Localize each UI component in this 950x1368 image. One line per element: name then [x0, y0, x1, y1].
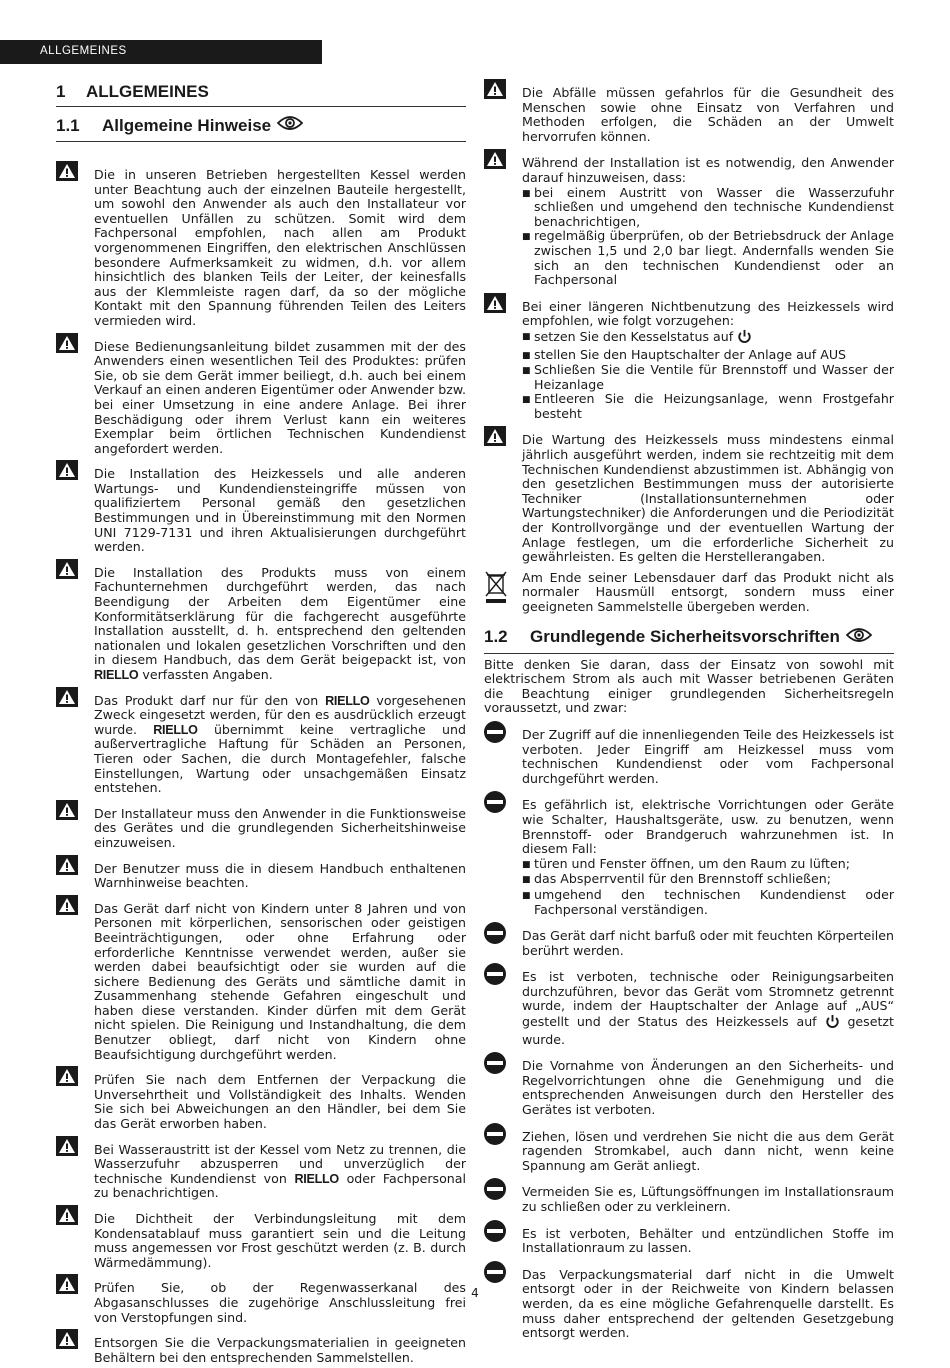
prohibition-text: Das Gerät darf nicht barfuß oder mit feuchten Körperteilen berührt werden. — [522, 928, 894, 958]
warning-item — [484, 425, 894, 564]
bullet-text: umgehend den technischen Kundendienst oder Fachpersonal verständigen. — [534, 886, 894, 917]
prohibition-icon — [484, 790, 522, 817]
warning-triangle-icon — [56, 459, 94, 484]
warning-triangle-icon — [484, 425, 522, 450]
prohibition-text-part: Es ist verboten, technische oder Reinigungsarbeiten durchzuführen, bevor das Gerät vom Stromnetz getrennt wurde, indem der Hauptschalter der Anlage auf „AUS“ gestellt und der Status des Heizkessels auf — [522, 969, 894, 1030]
warning-triangle-icon — [56, 1328, 94, 1353]
warning-text — [94, 566, 466, 683]
warning-text: Die Abfälle müssen gefahrlos für die Gesundheit des Menschen sowie ohne Einsatz von Verfahren und Methoden erfolgen, die Schäden an der Umwelt hervorrufen können. — [522, 85, 894, 144]
bullet-item — [522, 872, 894, 888]
warning-item — [56, 332, 466, 457]
prohibition-item — [484, 1219, 894, 1256]
bullet-square-icon: ■ — [522, 875, 531, 886]
disposal-item — [484, 569, 894, 615]
prohibition-item — [484, 962, 894, 1047]
bullet-square-icon: ■ — [522, 366, 531, 377]
bullet-text: türen und Fenster öffnen, um den Raum zu lüften; — [534, 855, 850, 871]
warning-text-part: Die Installation des Produkts muss von einem Fachunternehmen durchgeführt werden, das nach Beendigung der Arbeiten dem Eigentümer eine Konformitätserklärung für die fachgerecht ausgeführte Installation ausstellt, d. h. entsprechend den geltenden nationalen und lokalen gesetzlichen Vorschriften und den in diesem Handbuch, das dem Gerät beigepackt ist, von — [94, 564, 466, 668]
bullet-text: stellen Sie den Hauptschalter der Anlage auf AUS — [534, 346, 847, 362]
section-1-2-number: 1.2 — [484, 627, 508, 647]
warning-text — [94, 1143, 466, 1201]
bullet-square-icon: ■ — [522, 350, 531, 361]
prohibition-item — [484, 1260, 894, 1341]
warning-text — [522, 300, 894, 422]
warning-text-part: verfassten Angaben. — [142, 667, 273, 682]
warning-item — [56, 160, 466, 329]
prohibition-text-part: Es gefährlich ist, elektrische Vorrichtungen oder Geräte wie Schalter, Haushaltsgeräte, usw. zu benutzen, wenn Brennstoff- oder Brandgeruch wahrzunehmen ist. In diesem Fall: — [522, 797, 894, 857]
warning-item — [484, 148, 894, 287]
warning-triangle-icon — [56, 558, 94, 583]
warning-triangle-icon — [484, 292, 522, 317]
bullet-text: Entleeren Sie die Heizungsanlage, wenn Frostgefahr besteht — [534, 391, 894, 421]
power-icon — [825, 1014, 840, 1033]
section-1-1-heading — [56, 107, 466, 142]
prohibition-icon — [484, 1219, 522, 1246]
warning-text: Entsorgen Sie die Verpackungsmaterialien in geeigneten Behältern bei den entsprechenden Sammelstellen. — [94, 1335, 466, 1365]
prohibition-icon — [484, 921, 522, 948]
warning-text-part: vorgesehenen Zweck eingesetzt werden, für den es ausdrücklich erzeugt wurde. — [94, 692, 466, 737]
section-1-2-heading — [484, 619, 894, 654]
eye-icon — [846, 627, 872, 648]
left-column — [56, 78, 466, 1368]
prohibition-icon — [484, 1051, 522, 1078]
prohibition-text: Vermeiden Sie es, Lüftungsöffnungen im Installationsraum zu schließen oder zu verkleinern. — [522, 1184, 894, 1214]
warning-text: Die in unseren Betrieben hergestellten Kessel werden unter Beachtung auch der einzelnen Bauteile hergestellt, um sowohl den Anwender als auch den Installateur vor eventuellen Unfällen zu schützen. Somit wird dem Fachpersonal empfohlen, nach allen am Produkt vorgenommenen Eingriffen, den elektrischen Anschlüssen besondere Aufmerksamkeit zu widmen, d.h. vor allem hinsichtlich des blanken Teils der Leiter, der keinesfalls aus der Klemmleiste ragen darf, da so der mögliche Kontakt mit den Spannung führenden Teilen des Leiters vermieden wird. — [94, 167, 466, 328]
bullet-text — [534, 329, 894, 348]
prohibition-item — [484, 1051, 894, 1117]
bullet-square-icon: ■ — [522, 331, 531, 342]
bullet-square-icon: ■ — [522, 890, 531, 901]
prohibition-text: Die Vornahme von Änderungen an den Sicherheits- und Regelvorrichtungen ohne die Genehmigung und die entsprechenden Anweisungen durch den Hersteller des Gerätes ist verboten. — [522, 1058, 894, 1118]
warning-text: Das Gerät darf nicht von Kindern unter 8 Jahren und von Personen mit körperlichen, sensorischen oder geistigen Beeinträchtigungen, oder ohne Erfahrung oder erforderliche Kenntnisse verwendet werden, außer sie werden dabei beaufsichtigt oder sie wurden auf die sichere Bedienung des Geräts und sämtliche damit in Zusammenhang stehende Gefahren eingeschult und haben diese verstanden. Kinder dürfen mit dem Gerät nicht spielen. Die Reinigung und Instandhaltung, die dem Benutzer obliegt, darf nicht von Kindern ohne Beaufsichtigung durchgeführt werden. — [94, 900, 466, 1062]
prohibition-icon — [484, 962, 522, 989]
bullet-item — [522, 186, 894, 230]
warning-text: Prüfen Sie nach dem Entfernen der Verpackung die Unversehrtheit und Vollständigkeit des Inhalts. Wenden Sie sich bei Abweichungen an den Händler, bei dem Sie das Gerät erworben haben. — [94, 1072, 466, 1132]
warning-triangle-icon — [56, 854, 94, 879]
warning-triangle-icon — [56, 894, 94, 919]
bullet-item — [522, 329, 894, 348]
bullet-text: bei einem Austritt von Wasser die Wasserzufuhr schließen und umgehend den technische Kundendienst benachrichtigen, — [534, 184, 894, 229]
riello-brand: RIELLO — [294, 1171, 339, 1186]
warning-item — [56, 894, 466, 1063]
prohibition-text: Der Zugriff auf die innenliegenden Teile des Heizkessels ist verboten. Jeder Eingriff am Heizkessel muss vom technischen Kundendienst oder vom Fachpersonal durchgeführt werden. — [522, 726, 894, 786]
warning-triangle-icon — [484, 148, 522, 173]
bullet-item — [522, 888, 894, 917]
warning-text: Diese Bedienungsanleitung bildet zusammen mit der des Anwenders einen wesentlichen Teil des Produktes: prüfen Sie, ob sie dem Gerät immer beiliegt, d.h. auch bei einem Verkauf an einen anderen Eigentümer oder Anwender bzw. bei einer Umsetzung in eine andere Anlage. Bei ihrer Beschädigung oder ihrem Verlust kann ein weiteres Exemplar beim örtlichen Technischen Kundendienst angefordert werden. — [94, 338, 466, 456]
prohibition-text: Ziehen, lösen und verdrehen Sie nicht die aus dem Gerät ragenden Stromkabel, auch dann nicht, wenn keine Spannung am Gerät anliegt. — [522, 1128, 894, 1173]
bullet-text: Schließen Sie die Ventile für Brennstoff und Wasser der Heizanlage — [534, 362, 894, 392]
bullet-item — [522, 392, 894, 421]
warning-triangle-icon — [56, 1204, 94, 1229]
right-column — [484, 78, 894, 1345]
section-1-1-title: Allgemeine Hinweise — [102, 115, 272, 135]
prohibition-text: Es ist verboten, Behälter und entzündlichen Stoffe im Installationraum zu lassen. — [522, 1225, 894, 1256]
section-1-2-title: Grundlegende Sicherheitsvorschriften — [530, 627, 840, 647]
prohibition-item — [484, 921, 894, 958]
power-icon — [737, 329, 752, 348]
bullet-square-icon: ■ — [522, 395, 531, 406]
eye-icon — [277, 115, 303, 136]
warning-triangle-icon — [56, 686, 94, 711]
bullet-square-icon: ■ — [522, 859, 531, 870]
prohibition-item — [484, 790, 894, 917]
prohibition-icon — [484, 720, 522, 747]
warning-text: Der Benutzer muss die in diesem Handbuch enthaltenen Warnhinweise beachten. — [94, 860, 466, 891]
warning-item — [56, 686, 466, 796]
prohibition-item — [484, 720, 894, 786]
bullet-text: regelmäßig überprüfen, ob der Betriebsdruck der Anlage zwischen 1,5 und 2,0 bar liegt. Andernfalls wenden Sie sich an den technischen Kundendienst oder an Fachpersonal — [534, 228, 894, 288]
prohibition-text — [522, 970, 894, 1047]
warning-triangle-icon — [56, 799, 94, 824]
warning-text — [522, 156, 894, 287]
warning-triangle-icon — [56, 160, 94, 185]
warning-triangle-icon — [56, 332, 94, 357]
warning-item — [56, 558, 466, 683]
warning-text: Der Installateur muss den Anwender in die Funktionsweise des Gerätes und die grundlegenden Sicherheitshinweise einzuweisen. — [94, 805, 466, 850]
header-bar — [0, 40, 322, 64]
riello-brand: RIELLO — [325, 693, 370, 708]
header-label: ALLGEMEINES — [40, 45, 127, 57]
prohibition-icon — [484, 1122, 522, 1149]
warning-item — [484, 78, 894, 144]
prohibition-text — [522, 798, 894, 917]
prohibition-icon — [484, 1260, 522, 1287]
warning-triangle-icon — [56, 1135, 94, 1160]
warning-text-part: übernimmt keine vertragliche und außervertragliche Haftung für Schäden an Personen, Tieren oder Sachen, die durch Montagefehler, falsche Einstellungen, Wartung oder unsachgemäßen Einsatz entstehen. — [94, 721, 467, 796]
disposal-text: Am Ende seiner Lebensdauer darf das Produkt nicht als normaler Hausmüll entsorgt, sondern muss einer geeigneten Sammelstelle übergeben werden. — [522, 569, 894, 614]
page-number: 4 — [471, 1286, 479, 1300]
warning-item — [56, 799, 466, 851]
bullet-item — [522, 229, 894, 287]
prohibition-item — [484, 1122, 894, 1174]
warning-text-part: Bei einer längeren Nichtbenutzung des Heizkessels wird empfohlen, wie folgt vorzugehen: — [522, 298, 894, 329]
warning-text-part: Während der Installation ist es notwendig, den Anwender darauf hinzuweisen, dass: — [522, 155, 894, 185]
crossed-bin-icon — [484, 569, 522, 608]
warning-text: Die Wartung des Heizkessels muss mindestens einmal jährlich ausgeführt werden, indem sie rechtzeitig mit dem Technischen Kundendienst abzustimmen ist. Abhängig von den gesetzlichen Bestimmungen muss der autorisierte Techniker (Installationsunternehmen oder Wartungstechniker) die Anforderungen und die Periodizität der Kontrollvorgänge und der eventuellen Wartung der Anlage festlegen, um die erforderliche Sicherheit zu gewährleisten. Es gelten die Herstellerangaben. — [522, 432, 894, 565]
warning-triangle-icon — [484, 78, 522, 103]
warning-text — [94, 694, 466, 796]
prohibition-text-part: gesetzt wurde. — [522, 1014, 894, 1047]
warning-item — [56, 1204, 466, 1270]
warning-text: Prüfen Sie, ob der Regenwasserkanal des Abgasanschlusses die zugehörige Anschlussleitung frei von Verstopfungen sind. — [94, 1280, 466, 1325]
prohibition-icon — [484, 1177, 522, 1204]
section-1-title: ALLGEMEINES — [86, 82, 209, 101]
riello-brand: RIELLO — [153, 722, 198, 737]
warning-triangle-icon — [56, 1065, 94, 1090]
bullet-item — [522, 857, 894, 873]
bullet-square-icon: ■ — [522, 188, 531, 199]
section-1-1-number: 1.1 — [56, 115, 80, 135]
warning-item — [56, 1135, 466, 1201]
warning-text: Die Installation des Heizkessels und alle anderen Wartungs- und Kundendiensteingriffe müssen von qualifiziertem Personal gemäß den gesetzlichen Bestimmungen und in Übereinstimmung mit den Normen UNI 7129-7131 und ihren Aktualisierungen durchgeführt werden. — [94, 466, 466, 555]
bullet-square-icon: ■ — [522, 232, 531, 243]
warning-text: Die Dichtheit der Verbindungsleitung mit dem Kondensatablauf muss garantiert sein und die Leitung muss angemessen vor Frost geschützt werden (z. B. durch Wärmedämmung). — [94, 1211, 466, 1270]
bullet-text-part: setzen Sie den Kesselstatus auf — [534, 328, 734, 344]
warning-text-part: Bei Wasseraustritt ist der Kessel vom Netz zu trennen, die Wasserzufuhr abzusperren und unverzüglich der technische Kundendienst von — [94, 1141, 466, 1186]
section-1-number: 1 — [56, 82, 66, 101]
bullet-item — [522, 363, 894, 392]
safety-intro: Bitte denken Sie daran, dass der Einsatz von sowohl mit elektrischem Strom als auch mit Wasser betriebenen Geräten die Beachtung einiger grundlegenden Sicherheitsregeln voraussetzt, und zwar: — [484, 656, 894, 716]
riello-brand: RIELLO — [94, 668, 139, 682]
warning-item — [56, 1328, 466, 1365]
warning-item — [56, 854, 466, 891]
warning-text-part: oder Fachpersonal zu benachrichtigen. — [94, 1170, 466, 1201]
prohibition-text: Das Verpackungsmaterial darf nicht in die Umwelt entsorgt oder in der Reichweite von Kindern belassen werden, da es eine mögliche Gefahrenquelle darstellt. Es muss daher entsprechend der geltenden Gesetzgebung entsorgt werden. — [522, 1266, 894, 1341]
bullet-item — [522, 348, 894, 364]
warning-item — [56, 459, 466, 555]
section-1-heading — [56, 78, 466, 107]
warning-text-part: Das Produkt darf nur für den von — [94, 692, 319, 708]
warning-item — [56, 1065, 466, 1131]
warning-item — [484, 292, 894, 422]
prohibition-item — [484, 1177, 894, 1214]
bullet-text: das Absperrventil für den Brennstoff schließen; — [534, 871, 832, 887]
